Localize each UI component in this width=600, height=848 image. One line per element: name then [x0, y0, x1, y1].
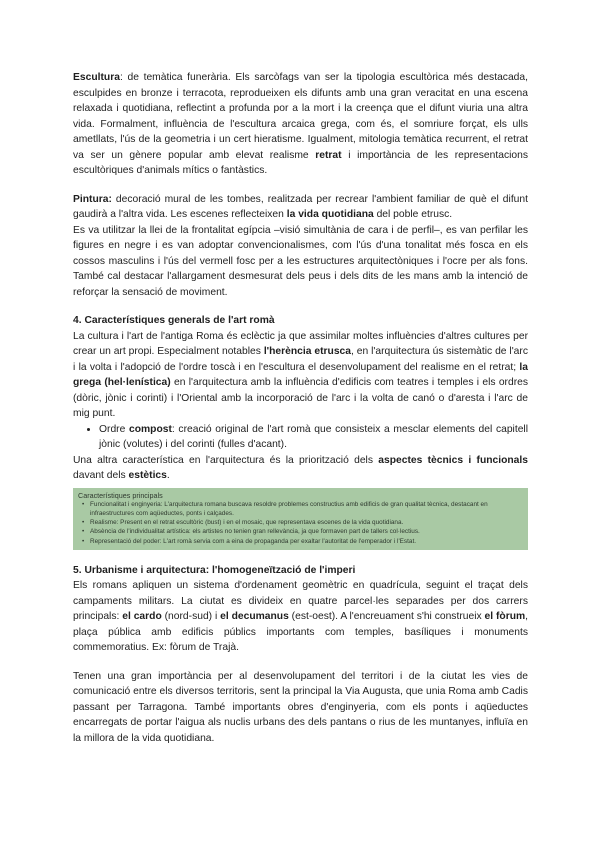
- section-5-paragraph: [73, 578, 528, 656]
- pintura-text: decoració mural de les tombes, realitzada per recrear l'ambient familiar de què el difunt gaudirà a l'altra vida. Les escenes reflecteixen: [73, 193, 528, 220]
- s4-text-4: Una altra característica en l'arquitectura és la priorització dels: [73, 454, 379, 466]
- aspectes-tecnics-term: aspectes tècnics i funcionals: [378, 454, 529, 466]
- section-4-paragraph: [73, 329, 528, 422]
- callout-title: Característiques principals: [78, 490, 163, 500]
- pintura-label: Pintura:: [73, 193, 112, 205]
- callout-item: • Realisme: Present en el retrat escultòric (bust) i en el mosaic, que representava escenes de la vida quotidiana.: [90, 518, 523, 527]
- section-5-paragraph-2: Tenen una gran importància per al desenvolupament del territori i de la ciutat les vies de comunicació entre els diversos territoris, sent la principal la Via Augusta, que unia Roma amb Cadis passant per Tarragona. També importants obres d'enginyeria, com els ponts i aqüeductes encarregats de portar l'aigua als nuclis urbans des dels pantans o rius de les muntanyes, influïa en la millora de la vida quotidiana.: [73, 670, 528, 744]
- bullet-text: : creació original de l'art romà que consisteix a mesclar elements del capitell jònic (volutes) i del corinti (fulles d'acant).: [99, 423, 528, 450]
- s4-text-1: La cultura i l'art de l'antiga Roma és eclèctic ja que assimilar moltes influències d'altres cultures per crear un art propi. Especialment notables: [73, 330, 528, 357]
- pintura-paragraph: [73, 192, 528, 223]
- herencia-etrusca-term: l'herència etrusca: [263, 346, 352, 357]
- s4-text-2: , en l'arquitectura ús sistemàtic de l'arc i la volta i l'adopció de l'ordre toscà i en l'escultura el desenvolupament del realisme en el retrat;: [73, 346, 528, 373]
- estetics-term: estètics: [128, 470, 167, 481]
- list-item: [99, 422, 528, 453]
- decumanus-term: el decumanus: [220, 611, 289, 623]
- s4-text-6: .: [166, 470, 170, 481]
- escultura-label: Escultura: [73, 72, 120, 83]
- escultura-text: : de temàtica funerària. Els sarcòfags van ser la tipologia escultòrica més destacada, esculpides en bronze i terracota, reprodueixen els difunts amb una gran veracitat en una escena relaxada i quotidiana, reflectint a profunda por a la mort i la creença que el difunt viuria una altra vida. Formalment, influència de l'escultura arcaica grega, com és, el somriure forçat, els ulls ametllats, l'ús de la geometria i un cert hieratisme. Igualment, mitologia temàtica recurrent, el retrat va ser un gènere popular amb elevat realisme: [73, 72, 528, 161]
- section-4-paragraph-2: [73, 453, 528, 484]
- s5-text-3: (est-oest). A l'encreuament s'hi construeix: [288, 611, 485, 623]
- s5-text-4: , plaça pública amb edificis públics importants com temples, basíliques i monuments commemoratius. Ex: fòrum de Trajà.: [73, 611, 529, 654]
- s5-text-2: (nord-sud) i: [161, 611, 221, 623]
- section-4-list: [73, 422, 528, 453]
- bullet-prefix: Ordre: [99, 423, 129, 435]
- callout-item: • Absència de l'individualitat artística: els artistes no tenien gran rellevància, ja que formaven part de tallers col·lectius.: [90, 527, 523, 536]
- section-4-heading: 4. Característiques generals de l'art romà: [73, 315, 275, 326]
- s4-text-5: davant dels: [73, 470, 129, 481]
- cardo-term: el cardo: [122, 611, 162, 623]
- s5-text-1: Els romans apliquen un sistema d'ordenament geomètric en quadrícula, seguint el traçat dels campaments militars. La ciutat es divideix en quatre parcel·les separades per dos carrers principals:: [73, 580, 528, 623]
- retrat-term: retrat: [315, 149, 342, 161]
- compost-term: compost: [128, 423, 172, 435]
- s4-text-3: en l'arquitectura amb la influència d'edificis com teatres i temples i els ordres (dòric, jònic i corinti) i l'Oriental amb la incorporació de l'arc i la volta de canó o d'aresta i l'arc de mig punt.: [73, 377, 528, 419]
- escultura-text-end: i importància de les representacions escultòriques d'animals mítics o fantàstics.: [73, 149, 528, 176]
- grega-term: la grega (hel·lenística): [73, 361, 528, 388]
- callout-list: [78, 500, 523, 546]
- callout-item: • Funcionalitat i enginyeria: L'arquitectura romana buscava resoldre problemes constructius amb edificis de gran qualitat tècnica, destacant en infraestructures com aqüeductes, ponts i calçades.: [90, 500, 523, 519]
- pintura-paragraph-2: Es va utilitzar la llei de la frontalitat egípcia –visió simultània de cara i de perfil–, es van perfilar les figures en negre i es van adoptar convencionalismes, com l'ús d'una tonalitat més fosca en els cossos masculins i l'ús del vermell fosc per a les estructures arquitectòniques i l'ocre per als fons. També cal destacar l'allargament desmesurat dels peus i dels dits de les mans amb la intenció de reforçar la sensació de moviment.: [73, 224, 528, 298]
- forum-term: el fòrum: [484, 611, 526, 623]
- page-content: [73, 70, 528, 746]
- pintura-text-end: del poble etrusc.: [373, 209, 453, 220]
- escultura-paragraph: [73, 70, 528, 179]
- section-5-heading: 5. Urbanisme i arquitectura: l'homogeneïtzació de l'imperi: [73, 564, 356, 576]
- callout-item: • Representació del poder: L'art romà servia com a eina de propaganda per exaltar l'autoritat de l'emperador i l'Estat.: [90, 537, 523, 546]
- callout-box: [73, 488, 528, 550]
- vida-quotidiana-term: la vida quotidiana: [286, 209, 374, 220]
